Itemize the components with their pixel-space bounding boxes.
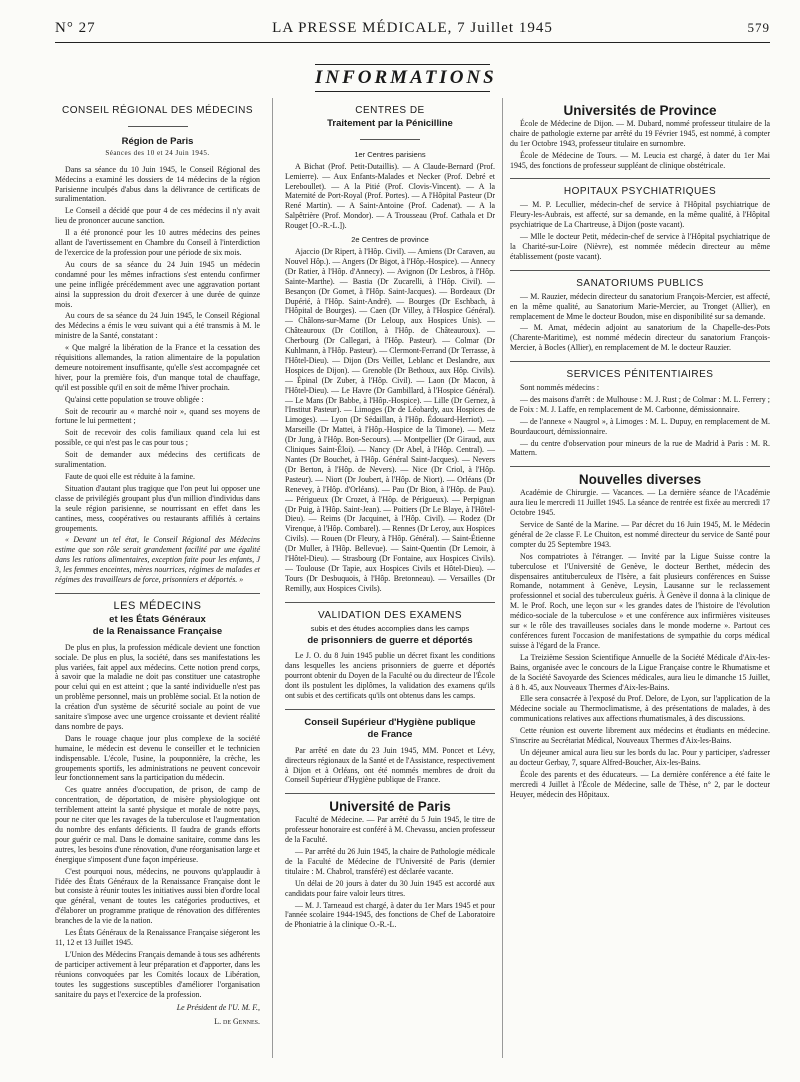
divider: [285, 709, 495, 710]
paragraph: Ajaccio (Dr Ripert, à l'Hôp. Civil). — Amiens (Dr Caraven, au Nouvel Hôp.). — Angers (Dr Bigot, à l'Hôp.-Hospice). — Annecy (Dr Ratier, à l'Hôp. d'Annecy). — Avignon (Dr Lesbros, à l'Hôp. Sainte-Marthe). — Bastia (Dr Zucarelli, à l'Hôp. Civil). — Besançon (Dr Gomet, à l'Hôp. Saint-Jacques). — Bordeaux (Dr Dupérié, à l'Hôp. Saint-André). — Bourges (Dr Eschbach, à l'Hôpital de Bourges). — Caen (Dr Villey, à l'Hospice Général). — Châlons-sur-Marne (Dr Leloup, aux Hospices Unis). — Châteauroux (Dr Cotillon, à l'Hôp. de Châteauroux). — Cherbourg (Dr Callegari, à l'Hôp. Pasteur). — Colmar (Dr Kuhlmann, à l'Hôp. Pasteur). — Clermont-Ferrand (Dr Terrasse, à l'Hôtel-Dieu). — Dijon (Drs Veillet, Leblanc et Deslandre, aux Hospices de Dijon). — Grenoble (Dr Bethoux, aux Hôp. Civils). — Épinal (Dr Zuber, à l'Hôp. Civil). — Laon (Dr Macon, à l'Hôtel-Dieu). — Le Havre (Dr Gambillard, à l'Hospice Général). — Le Mans (Dr Babbe, à l'Hôp.-Hospice). — Lille (Dr Gernez, à l'Institut Pasteur). — Limoges (Dr de Léobardy, aux Hospices de Limoges). — Lyon (Dr Sédaillan, à l'Hôp. Édouard-Herriot). — Marseille (Dr Mattei, à l'Hôp.-Hospice de la Timone). — Metz (Dr Jung, à l'Hôp. Bon-Secours). — Montpellier (Dr Giraud, aux Cliniques Saint-Éloi). — Nancy (Dr Abel, à l'Hôp. Central). — Nantes (Dr Bouchet, à l'Hôp. Général Saint-Jacques). — Nevers (Dr Berton, à l'Hôp. de Nevers). — Nice (Dr Criol, à l'Hôp. Pasteur). — Niort (Dr Joubert, à l'Hôp. de Niort). — Orléans (Dr Renevey, à l'Hôp. d'Orléans). — Pau (Dr Bion, à l'Hôp. de Pau). — Périgueux (Dr Crozet, à l'Hôp. de Périgueux). — Perpignan (Dr Puig, à l'Hôp. Saint-Jean). — Poitiers (Dr Le Blaye, à l'Hôtel-Dieu). — Reims (Dr Jacquinet, à l'Hôp. Civil). — Rodez (Dr Virenque, à l'Hôp. Combarel). — Rennes (Dr Leroy, aux Hospices Civils). — Rouen (Dr Fleury, à l'Hôp. Général). — Saint-Étienne (Dr Muller, à l'Hôp. Bellevue). — Saint-Quentin (Dr Lemoir, à l'Hôtel-Dieu). — Strasbourg (Dr Fontaine, aux Hospices Civils). — Toulouse (Dr Tapie, aux Hospices Civils et Hôtel-Dieu). — Tours (Dr Desbuquois, à l'Hôp. Bretonneau). — Versailles (Dr Remilly, aux Hospices Civils).: [285, 246, 495, 593]
article-subheading: Traitement par la Pénicilline: [327, 117, 453, 129]
paragraph: — Par arrêté du 26 Juin 1945, la chaire de Pathologie médicale de la Faculté de Médecine de l'Université de Paris (dernier titulaire : M. Chabrol, transféré) est déclarée vacante.: [285, 847, 495, 876]
paragraph: Nos compatriotes à l'étranger. — Invité par la Ligue Suisse contre la tuberculose et l'Université de Genève, le docteur Berthet, médecin des dispensaires antituberculeux de l'Isère, a fait plusieurs conférences en Suisse Romande, notamment à Genève, Leysin, Lausanne sur le reclassement professionnel et social des tuberculeux guéris. À Genève il donna à la clinique de M. le Prof. Roch, une leçon sur « les grandes dates de l'histoire de l'évolution médico-sociale de la tuberculose » et une conférence aux infirmières visiteuses sur « le rôle des travailleuses sociales dans le monde moderne ». Partout ces conférences furent l'occasion de manifestations de sympathie du corps médical suisse à l'égard de la France.: [510, 551, 770, 650]
paragraph: La Treizième Session Scientifique Annuelle de la Société Médicale d'Aix-les-Bains, organisée avec le concours de la Ligue Française contre le Rhumatisme et de la Société Savoyarde des Sciences médicales, aura lieu le dimanche 15 Juillet, à 8 h. 45, aux Nouveaux Thermes d'Aix-les-Bains.: [510, 652, 770, 692]
paragraph: Qu'ainsi cette population se trouve obligée :: [65, 394, 204, 404]
divider: [285, 602, 495, 603]
journal-title: LA PRESSE MÉDICALE, 7 Juillet 1945: [272, 20, 553, 36]
column-divider: [272, 98, 273, 1058]
paragraph: — Mlle le docteur Petit, médecin-chef de service à l'Hôpital psychiatrique de la Charité-sur-Loire (Nièvre), est nommée médecin directeur au même établissement (poste vacant).: [510, 232, 770, 261]
paragraph: Service de Santé de la Marine. — Par décret du 16 Juin 1945, M. le Médecin général de 2e classe F. Le Chuiton, est nommé directeur du service de Santé pour compter du 25 Septembre 1943.: [510, 520, 770, 549]
article-heading: Conseil Supérieur d'Hygiène publique: [304, 716, 476, 728]
divider: [510, 361, 770, 362]
article-heading: CENTRES DE: [355, 105, 425, 116]
paragraph: Un délai de 20 jours à dater du 30 Juin 1945 est accordé aux candidats pour faire valoir leurs titres.: [285, 878, 495, 898]
paragraph: Dans le rouage chaque jour plus complexe de la société humaine, le médecin est devenu le conseiller et le technicien indispensable. L'école, l'usine, la pouponnière, la crèche, les groupements sportifs, les administrations ne peuvent concevoir leur fonctionnement sans la participation du médecin.: [55, 733, 260, 783]
paragraph: Cette réunion est ouverte librement aux médecins et étudiants en médecine. S'inscrire au Secrétariat Médical, Nouveaux Thermes d'Aix-les-Bains.: [510, 726, 770, 746]
paragraph: — du centre d'observation pour mineurs de la rue de Madrid à Paris : M. R. Mattern.: [510, 438, 770, 458]
paragraph: « Devant un tel état, le Conseil Régional des Médecins estime que son rôle serait grandement facilité par une égalité dans les rations alimentaires, exception faite pour les enfants, J 3, les femmes enceintes, mères nourrices, régimes de malades et régimes des travailleurs de force, prisonniers et déportés. »: [55, 535, 260, 585]
paragraph: — M. Rauzier, médecin directeur du sanatorium François-Mercier, est affecté, en la même qualité, au Sanatorium Marie-Mercier, au Tronget (Allier), en remplacement de Mme le docteur Boudon, mise en disponibilité sur sa demande.: [510, 291, 770, 321]
article-subheading: et les États Généraux: [109, 613, 206, 625]
paragraph: Faute de quoi elle est réduite à la famine.: [65, 472, 195, 481]
paragraph: — M. Amat, médecin adjoint au sanatorium de la Chapelle-des-Pots (Charente-Maritime), est nommé médecin directeur du sanatorium François-Mercier, à Bocles (Allier), en remplacement de M. le docteur Rauzier.: [510, 323, 770, 353]
paragraph: L'Union des Médecins Français demande à tous ses adhérents de participer activement à leur préparation et d'apporter, dans les réunions convoquées par les Comités locaux de Libération, toutes les suggestions susceptibles d'améliorer l'organisation sanitaire du pays et l'exercice de la profession.: [55, 949, 260, 999]
paragraph: Soit de recourir au « marché noir », quand ses moyens de fortune le lui permettent ;: [55, 406, 260, 426]
article-subheading: Région de Paris: [121, 135, 194, 147]
paragraph: Situation d'autant plus tragique que l'on peut lui opposer une classe de privilégiés groupant plus d'un million d'individus dans la seule région parisienne, se nourrissant en effet dans les cantines, mess, coopératives ou restaurants affiliés à certains groupements.: [55, 483, 260, 533]
page-number: 579: [747, 20, 770, 35]
paragraph: C'est pourquoi nous, médecins, ne pouvons qu'applaudir à l'idée des États Généraux de la Renaissance Française dont le but consiste à réunir toutes les initiatives aussi bien d'ordre local que général, venant de toutes les catégories productives, et d'élaborer un programme pratique de rénovation des différentes branches de la vie de la nation.: [55, 866, 260, 926]
section-label: 2e Centres de province: [351, 235, 429, 245]
column-1: [55, 98, 260, 1027]
divider: [510, 466, 770, 467]
column-3: [510, 98, 770, 801]
section-banner: INFORMATIONS: [315, 64, 490, 92]
divider: [360, 139, 420, 140]
paragraph: — M. J. Tarneaud est chargé, à dater du 1er Mars 1945 et pour l'année scolaire 1944-1945, des fonctions de Chef de Laboratoire de Phoniatrie à la clinique O.-R.-L.: [285, 900, 495, 930]
signature-name: L. de Gennes.: [214, 1017, 260, 1027]
paragraph: École des parents et des éducateurs. — La dernière conférence a été faite le mercredi 4 Juillet à l'École de Médecine, salle de Thèse, n° 2, par le docteur Heuyer, médecin des Hôpitaux.: [510, 769, 770, 799]
paragraph: Sont nommés médecins :: [520, 383, 600, 393]
section-label: 1er Centres parisiens: [354, 149, 426, 159]
article-heading: CONSEIL RÉGIONAL DES MÉDECINS: [61, 105, 254, 116]
paragraph: Par arrêté en date du 23 Juin 1945, MM. Poncet et Lévy, directeurs régionaux de la Santé et de l'Assistance, respectivement à Dijon et à Orléans, ont été nommés membres de droit du Conseil Supérieur d'Hygiène publique de France.: [285, 745, 495, 785]
paragraph: Le Conseil a décidé que pour 4 de ces médecins il n'y avait lieu de prononcer aucune sanction.: [55, 206, 260, 226]
paragraph: Dans sa séance du 10 Juin 1945, le Conseil Régional des Médecins a examiné les dossiers de 14 médecins de la région Parisienne inculpés d'abus dans la délivrance de certificats de suralimentation.: [55, 164, 260, 204]
issue-number: N° 27: [55, 20, 96, 36]
divider: [55, 593, 260, 594]
paragraph: Ces quatre années d'occupation, de prison, de camp de concentration, de déportation, de misère physiologique ont terriblement atteint la santé physique et morale de notre pays, pour ne citer que les ravages de la tuberculose et l'augmentation du nombre des enfants déficients. Il faudra de grands efforts pour guérir ce mal. Dans le domaine sanitaire, comme dans les autres, les besoins d'une rénovation, d'une réorganisation large et énergique s'imposent d'une façon impérieuse.: [55, 785, 260, 864]
divider: [128, 126, 188, 127]
page-header: [55, 20, 770, 43]
article-heading: LES MÉDECINS: [113, 599, 202, 612]
article-heading: SERVICES PÉNITENTIAIRES: [566, 369, 714, 381]
article-subheading: de prisonniers de guerre et déportés: [307, 634, 473, 646]
divider: [510, 270, 770, 271]
paragraph: École de Médecine de Dijon. — M. Dubard, nommé professeur titulaire de la chaire de pathologie externe par arrêté du 19 Février 1945, est nommé, à compter du 1er Octobre 1943, professeur titulaire en surnombre.: [510, 118, 770, 148]
article-heading: Universités de Province: [563, 103, 717, 118]
divider: [510, 178, 770, 179]
paragraph: — des maisons d'arrêt : de Mulhouse : M. J. Rust ; de Colmar : M. L. Ferrery ; de Foix : M. J. Laffe, en remplacement de M. Carbonne, démissionnaire.: [510, 394, 770, 414]
paragraph: Le J. O. du 8 Juin 1945 publie un décret fixant les conditions dans lesquelles les anciens prisonniers de guerre et déportés pourront obtenir du Doyen de la Faculté ou du directeur de l'École dont ils postulent les diplômes, la validation des examens qu'ils ont subis et des certificats qu'ils ont obtenus dans les camps.: [285, 651, 495, 701]
divider: [285, 793, 495, 794]
paragraph: Elle sera consacrée à l'exposé du Prof. Delore, de Lyon, sur l'application de la Médecine sociale au Thermoclimatisme, à des présentations de malades, à des communications relatives aux affections rhumatismales, à des discussions.: [510, 694, 770, 724]
article-heading: Université de Paris: [329, 799, 451, 815]
article-dates: Séances des 10 et 24 Juin 1945.: [105, 148, 210, 157]
column-divider: [502, 98, 503, 1058]
paragraph: Au cours de sa séance du 24 Juin 1945, le Conseil Régional des Médecins a émis le vœu suivant qui a été transmis à M. le ministre de la Santé, constatant :: [55, 311, 260, 341]
paragraph: Les États Généraux de la Renaissance Française siégeront les 11, 12 et 13 Juillet 1945.: [55, 928, 260, 947]
paragraph: — de l'annexe « Naugrol », à Limoges : M. L. Dupuy, en remplacement de M. Bourdaucourt, démissionnaire.: [510, 416, 770, 436]
paragraph: « Que malgré la libération de la France et la cessation des réquisitions allemandes, la ration alimentaire de la population demeure notoirement insuffisante, qu'elle s'est accompagnée cet hiver, pour la première fois, d'un manque total de chauffage, qu'il est possible qu'il en soit de même l'hiver prochain.: [55, 343, 260, 392]
article-subheading: subis et des études accomplies dans les camps: [310, 623, 470, 633]
column-2: [285, 98, 495, 932]
article-heading: HOPITAUX PSYCHIATRIQUES: [563, 186, 717, 198]
article-subheading: de la Renaissance Française: [92, 625, 223, 637]
article-heading: SANATORIUMS PUBLICS: [576, 277, 704, 289]
article-subheading: de France: [367, 728, 413, 740]
paragraph: École de Médecine de Tours. — M. Leucia est chargé, à dater du 1er Mai 1945, des fonctions de professeur suppléant de clinique obstétricale.: [510, 150, 770, 170]
paragraph: Au cours de sa séance du 24 Juin 1945 un médecin condamné pour les mêmes infractions s'est entendu confirmer une peine infligée précédemment avec une aggravation portant ainsi la suppression du droit d'exercer à une durée de quinze mois.: [55, 259, 260, 309]
paragraph: Faculté de Médecine. — Par arrêté du 5 Juin 1945, le titre de professeur honoraire est conféré à M. Chevassu, ancien professeur de la Faculté.: [285, 815, 495, 845]
paragraph: Soit de demander aux médecins des certificats de suralimentation.: [55, 450, 260, 470]
article-heading: Nouvelles diverses: [578, 472, 702, 488]
signature-line: Le Président de l'U. M. F.,: [176, 1003, 260, 1013]
paragraph: Il a été prononcé pour les 10 autres médecins des peines allant de l'avertissement en Chambre du Conseil à l'interdiction de l'exercice de la profession pour une période de six mois.: [55, 228, 260, 257]
paragraph: A Bichat (Prof. Petit-Dutaillis). — A Claude-Bernard (Prof. Lemierre). — Aux Enfants-Malades et Necker (Prof. Debré et Lereboullet). — A la Pitié (Prof. Clovis-Vincent). — A la Maternité de Port-Royal (Prof. Portes). — A l'Hôpital Pasteur (Dr René Martin). — A Saint-Antoine (Prof. Cadenat). — A la Salpêtrière (Prof. Mondor). — A Trousseau (Prof. Cathala et Dr Rouget [O.-R.-L.]).: [285, 161, 495, 231]
paragraph: De plus en plus, la profession médicale devient une fonction sociale. De plus en plus, la société, dans ses manifestations les plus variées, fait appel aux médecins. Cette notion prend corps, à savoir que la maladie ne doit pas constituer une catastrophe pour celui qui en est atteint ; que la santé individuelle n'est pas un problème personnel, mais un problème social. Et la notion de la création d'un système de sécurité sociale au point de vue sanitaire s'impose avec une urgence croissante et devient réalité dans nombre de pays.: [55, 642, 260, 731]
paragraph: Académie de Chirurgie. — Vacances. — La dernière séance de l'Académie aura lieu le mercredi 11 Juillet 1945. La séance de rentrée est fixée au mercredi 17 Octobre 1945.: [510, 488, 770, 518]
paragraph: Un déjeuner amical aura lieu sur les bords du lac. Pour y participer, s'adresser au docteur Gerbay, 7, square Alfred-Boucher, Aix-les-Bains.: [510, 747, 770, 767]
paragraph: — M. P. Lecullier, médecin-chef de service à l'Hôpital psychiatrique de Fleury-les-Aubrais, est affecté, sur sa demande, en la même qualité, à l'Hôpital psychiatrique de La Chartreuse, à Dijon (poste vacant).: [510, 200, 770, 230]
paragraph: Soit de recevoir des colis familiaux quand cela lui est possible, ce qui n'est pas le cas pour tous ;: [55, 428, 260, 448]
article-heading: VALIDATION DES EXAMENS: [318, 609, 462, 621]
